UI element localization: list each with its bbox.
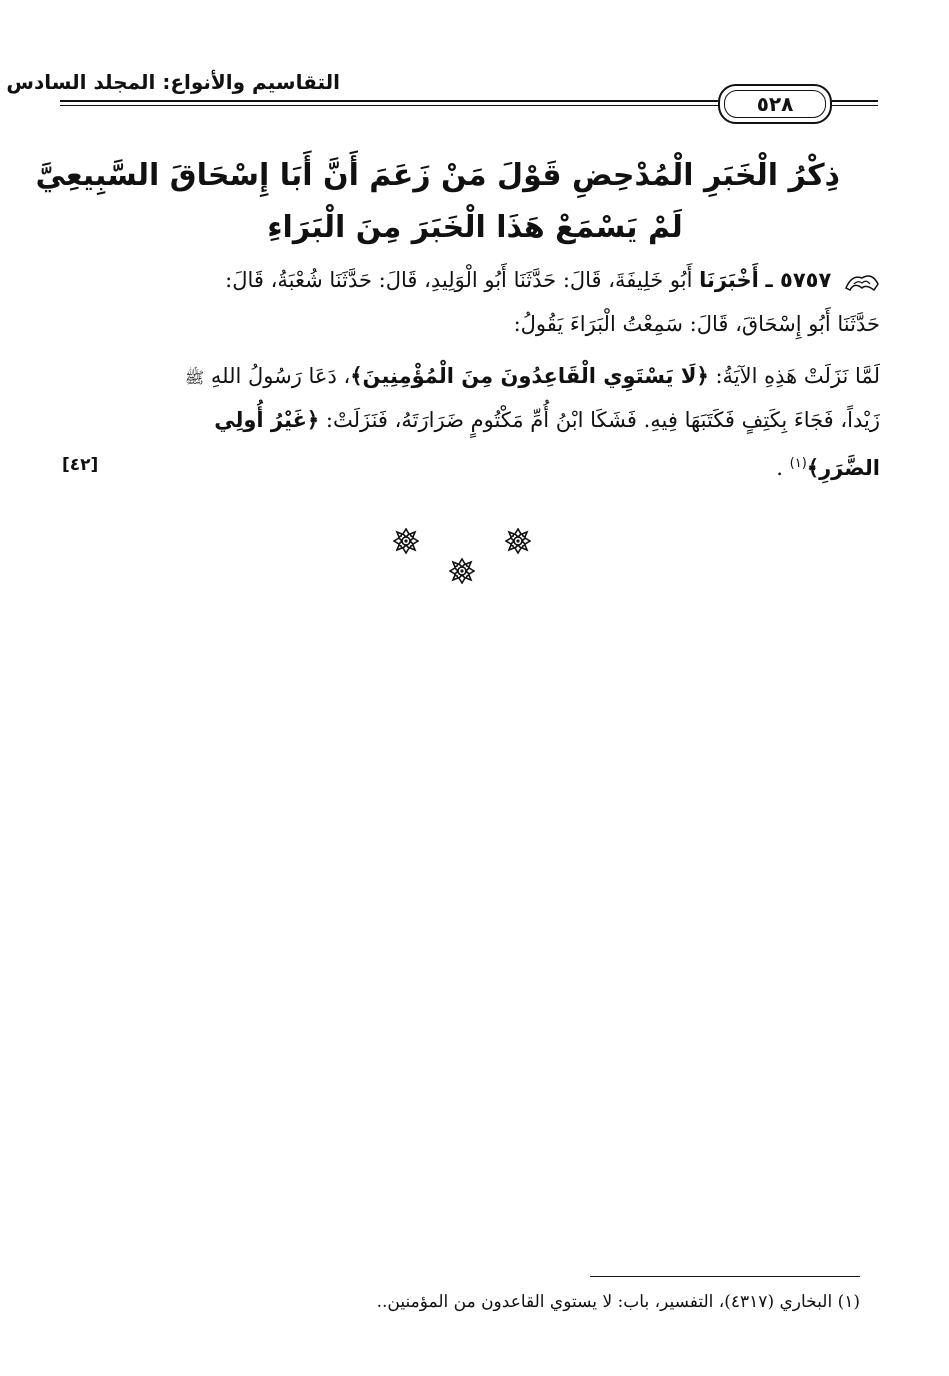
matn-part-1: لَمَّا نَزَلَتْ هَذِهِ الآيَةُ: (715, 364, 880, 388)
isnad-part-1: أَبُو خَلِيفَةَ، قَالَ: حَدَّثَنَا أَبُو الْوَلِيدِ، قَالَ: حَدَّثَنَا شُعْبَةُ، قَالَ: (225, 268, 693, 292)
page-number: ٥٢٨ (724, 90, 826, 118)
akhbarana-word: أَخْبَرَنَا (699, 268, 759, 292)
matn-part-3: زَيْداً، فَجَاءَ بِكَتِفٍ فَكَتَبَهَا فِيهِ. فَشَكَا ابْنُ أُمِّ مَكْتُومٍ ضَرَارَتَهُ، فَنَزَلَتْ: (325, 408, 880, 432)
sentence-end: . (776, 456, 783, 480)
quran-quote-1: ﴿لَا يَسْتَوِي الْقَاعِدُونَ مِنَ الْمُؤْمِنِينَ﴾ (350, 364, 709, 388)
footnote: (١) البخاري (٤٣١٧)، التفسير، باب: لا يستوي القاعدون من المؤمنين.. (376, 1292, 860, 1312)
page-number-frame (718, 84, 832, 124)
hadith-line-1 (60, 258, 880, 302)
heading-line-2: لَمْ يَسْمَعْ هَذَا الْخَبَرَ مِنَ الْبَرَاءِ (267, 210, 683, 245)
hadith-line-5 (60, 442, 880, 486)
hadith-number: ٥٧٥٧ ـ (765, 268, 832, 292)
hadith-text (60, 258, 880, 486)
hadith-line-4 (60, 398, 880, 442)
hadith-ornament-icon (844, 270, 880, 294)
flower-ornament-icon (393, 528, 419, 554)
hadith-line-3 (60, 354, 880, 398)
hadith-reference: [٤٢] (62, 455, 99, 475)
quran-quote-2-end: الضَّرَرِ﴾ (806, 456, 880, 480)
header-rule-right (832, 100, 878, 106)
footnote-rule (590, 1276, 860, 1277)
footnote-marker: (١) (789, 456, 807, 471)
running-header-title: التقاسيم والأنواع: المجلد السادس (6, 70, 340, 94)
header-rule (60, 100, 718, 106)
salawat-ligature: ﷺ (184, 368, 205, 387)
chapter-heading (35, 150, 840, 254)
isnad-part-2: حَدَّثَنَا أَبُو إِسْحَاقَ، قَالَ: سَمِعْتُ الْبَرَاءَ يَقُولُ: (513, 312, 880, 336)
flower-ornament-icon (505, 528, 531, 554)
heading-line-1: ذِكْرُ الْخَبَرِ الْمُدْحِضِ قَوْلَ مَنْ زَعَمَ أَنَّ أَبَا إِسْحَاقَ السَّبِيعِيَّ (35, 158, 840, 193)
matn-part-2: ، دَعَا رَسُولُ اللهِ (210, 364, 351, 388)
quran-quote-2-start: ﴿غَيْرُ أُولِي (214, 408, 320, 432)
flower-ornament-icon (449, 558, 475, 584)
hadith-line-2 (60, 302, 880, 346)
